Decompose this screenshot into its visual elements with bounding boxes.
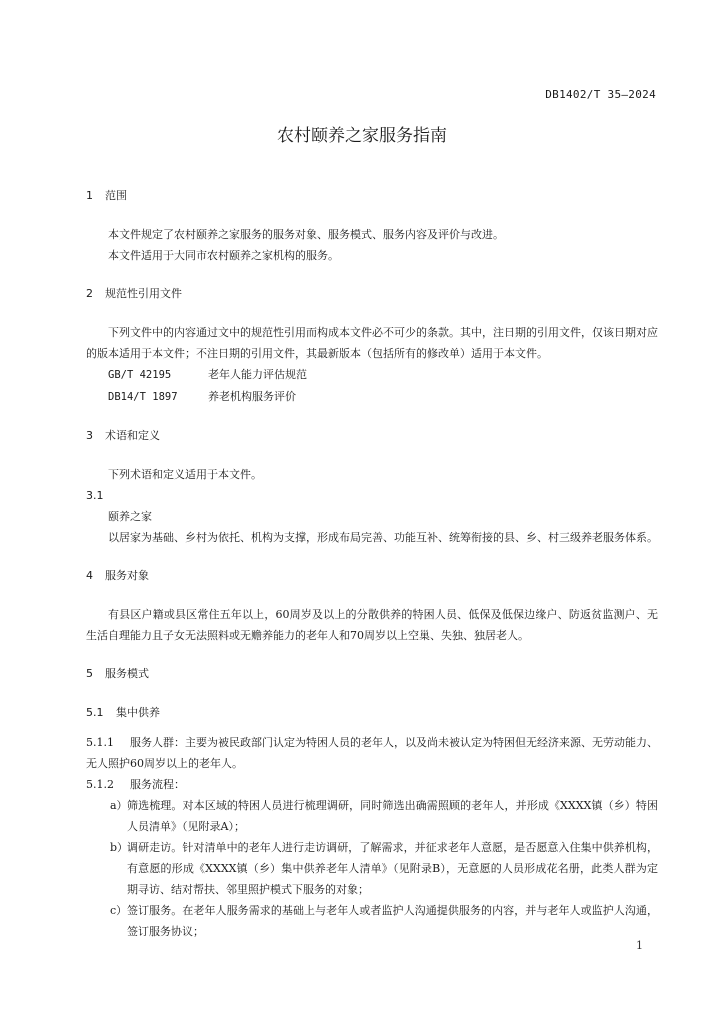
reference-code: DB14/T 1897 xyxy=(108,391,178,403)
section-number: 4 xyxy=(86,569,93,582)
list-marker: a） xyxy=(110,799,128,812)
section-1-heading xyxy=(86,186,658,206)
paragraph: 有县区户籍或县区常住五年以上，60周岁及以上的分散供养的特困人员、低保及低保边缘户、防返贫监测户、无生活自理能力且子女无法照料或无赡养能力的老年人和70周岁以上空巢、失独、独居老人。 xyxy=(86,608,658,642)
list-item xyxy=(86,795,658,837)
subsection-title: 集中供养 xyxy=(116,706,160,719)
clause-5-1-1 xyxy=(86,732,658,774)
section-5-heading xyxy=(86,664,658,684)
term-definition: 以居家为基础、乡村为依托、机构为支撑，形成布局完善、功能互补、统筹衔接的县、乡、村三级养老服务体系。 xyxy=(108,531,658,544)
standard-code: DB1402/T 35—2024 xyxy=(545,88,656,101)
section-title: 服务模式 xyxy=(105,667,149,680)
list-item xyxy=(86,900,658,942)
section-number: 1 xyxy=(86,189,93,202)
paragraph: 下列文件中的内容通过文中的规范性引用而构成本文件必不可少的条款。其中，注日期的引用文件，仅该日期对应的版本适用于本文件；不注日期的引用文件，其最新版本（包括所有的修改单）适用于本文件。 xyxy=(86,326,658,360)
list-marker: c） xyxy=(110,904,128,917)
section-title: 术语和定义 xyxy=(105,429,160,442)
paragraph: 本文件规定了农村颐养之家服务的服务对象、服务模式、服务内容及评价与改进。 xyxy=(108,228,504,241)
section-4-heading xyxy=(86,566,658,586)
section-number: 2 xyxy=(86,287,93,300)
page-number: 1 xyxy=(636,939,643,952)
paragraph: 下列术语和定义适用于本文件。 xyxy=(108,468,262,481)
reference-item xyxy=(86,386,658,408)
clause-number: 5.1.1 xyxy=(86,736,114,749)
section-title: 服务对象 xyxy=(105,569,149,582)
clause-5-1-2 xyxy=(86,774,658,795)
document-body xyxy=(86,186,658,942)
section-number: 3 xyxy=(86,429,93,442)
section-number: 5 xyxy=(86,667,93,680)
section-title: 范围 xyxy=(105,189,127,202)
term-name: 颐养之家 xyxy=(108,510,152,523)
reference-code: GB/T 42195 xyxy=(108,369,172,381)
paragraph: 本文件适用于大同市农村颐养之家机构的服务。 xyxy=(108,249,339,262)
section-3-heading xyxy=(86,426,658,446)
section-title: 规范性引用文件 xyxy=(105,287,182,300)
list-item-text: 筛选梳理。对本区域的特困人员进行梳理调研，同时筛选出确需照顾的老年人，并形成《XXXX镇（乡）特困人员清单》（见附录A）； xyxy=(127,799,658,833)
subsection-number: 5.1 xyxy=(86,706,104,719)
list-marker: b） xyxy=(110,841,129,854)
list-item-text: 签订服务。在老年人服务需求的基础上与老年人或者监护人沟通提供服务的内容，并与老年人或监护人沟通，签订服务协议； xyxy=(127,904,658,938)
reference-item xyxy=(86,364,658,386)
reference-name: 老年人能力评估规范 xyxy=(208,368,307,381)
list-item-text: 调研走访。针对清单中的老年人进行走访调研，了解需求，并征求老年人意愿，是否愿意入住集中供养机构，有意愿的形成《XXXX镇（乡）集中供养老年人清单》（见附录B），无意愿的人员形成花名册，此类人群为定期寻访、结对帮扶、邻里照护模式下服务的对象； xyxy=(127,841,658,896)
clause-text: 服务流程： xyxy=(130,778,185,791)
term-number: 3.1 xyxy=(86,489,104,502)
document-title: 农村颐养之家服务指南 xyxy=(277,126,447,146)
reference-name: 养老机构服务评价 xyxy=(208,390,296,403)
clause-text: 服务人群：主要为被民政部门认定为特困人员的老年人，以及尚未被认定为特困但无经济来源、无劳动能力、无人照护60周岁以上的老年人。 xyxy=(86,736,658,770)
clause-number: 5.1.2 xyxy=(86,778,114,791)
subsection-5-1-heading xyxy=(86,702,658,723)
list-item xyxy=(86,837,658,900)
section-2-heading xyxy=(86,284,658,304)
